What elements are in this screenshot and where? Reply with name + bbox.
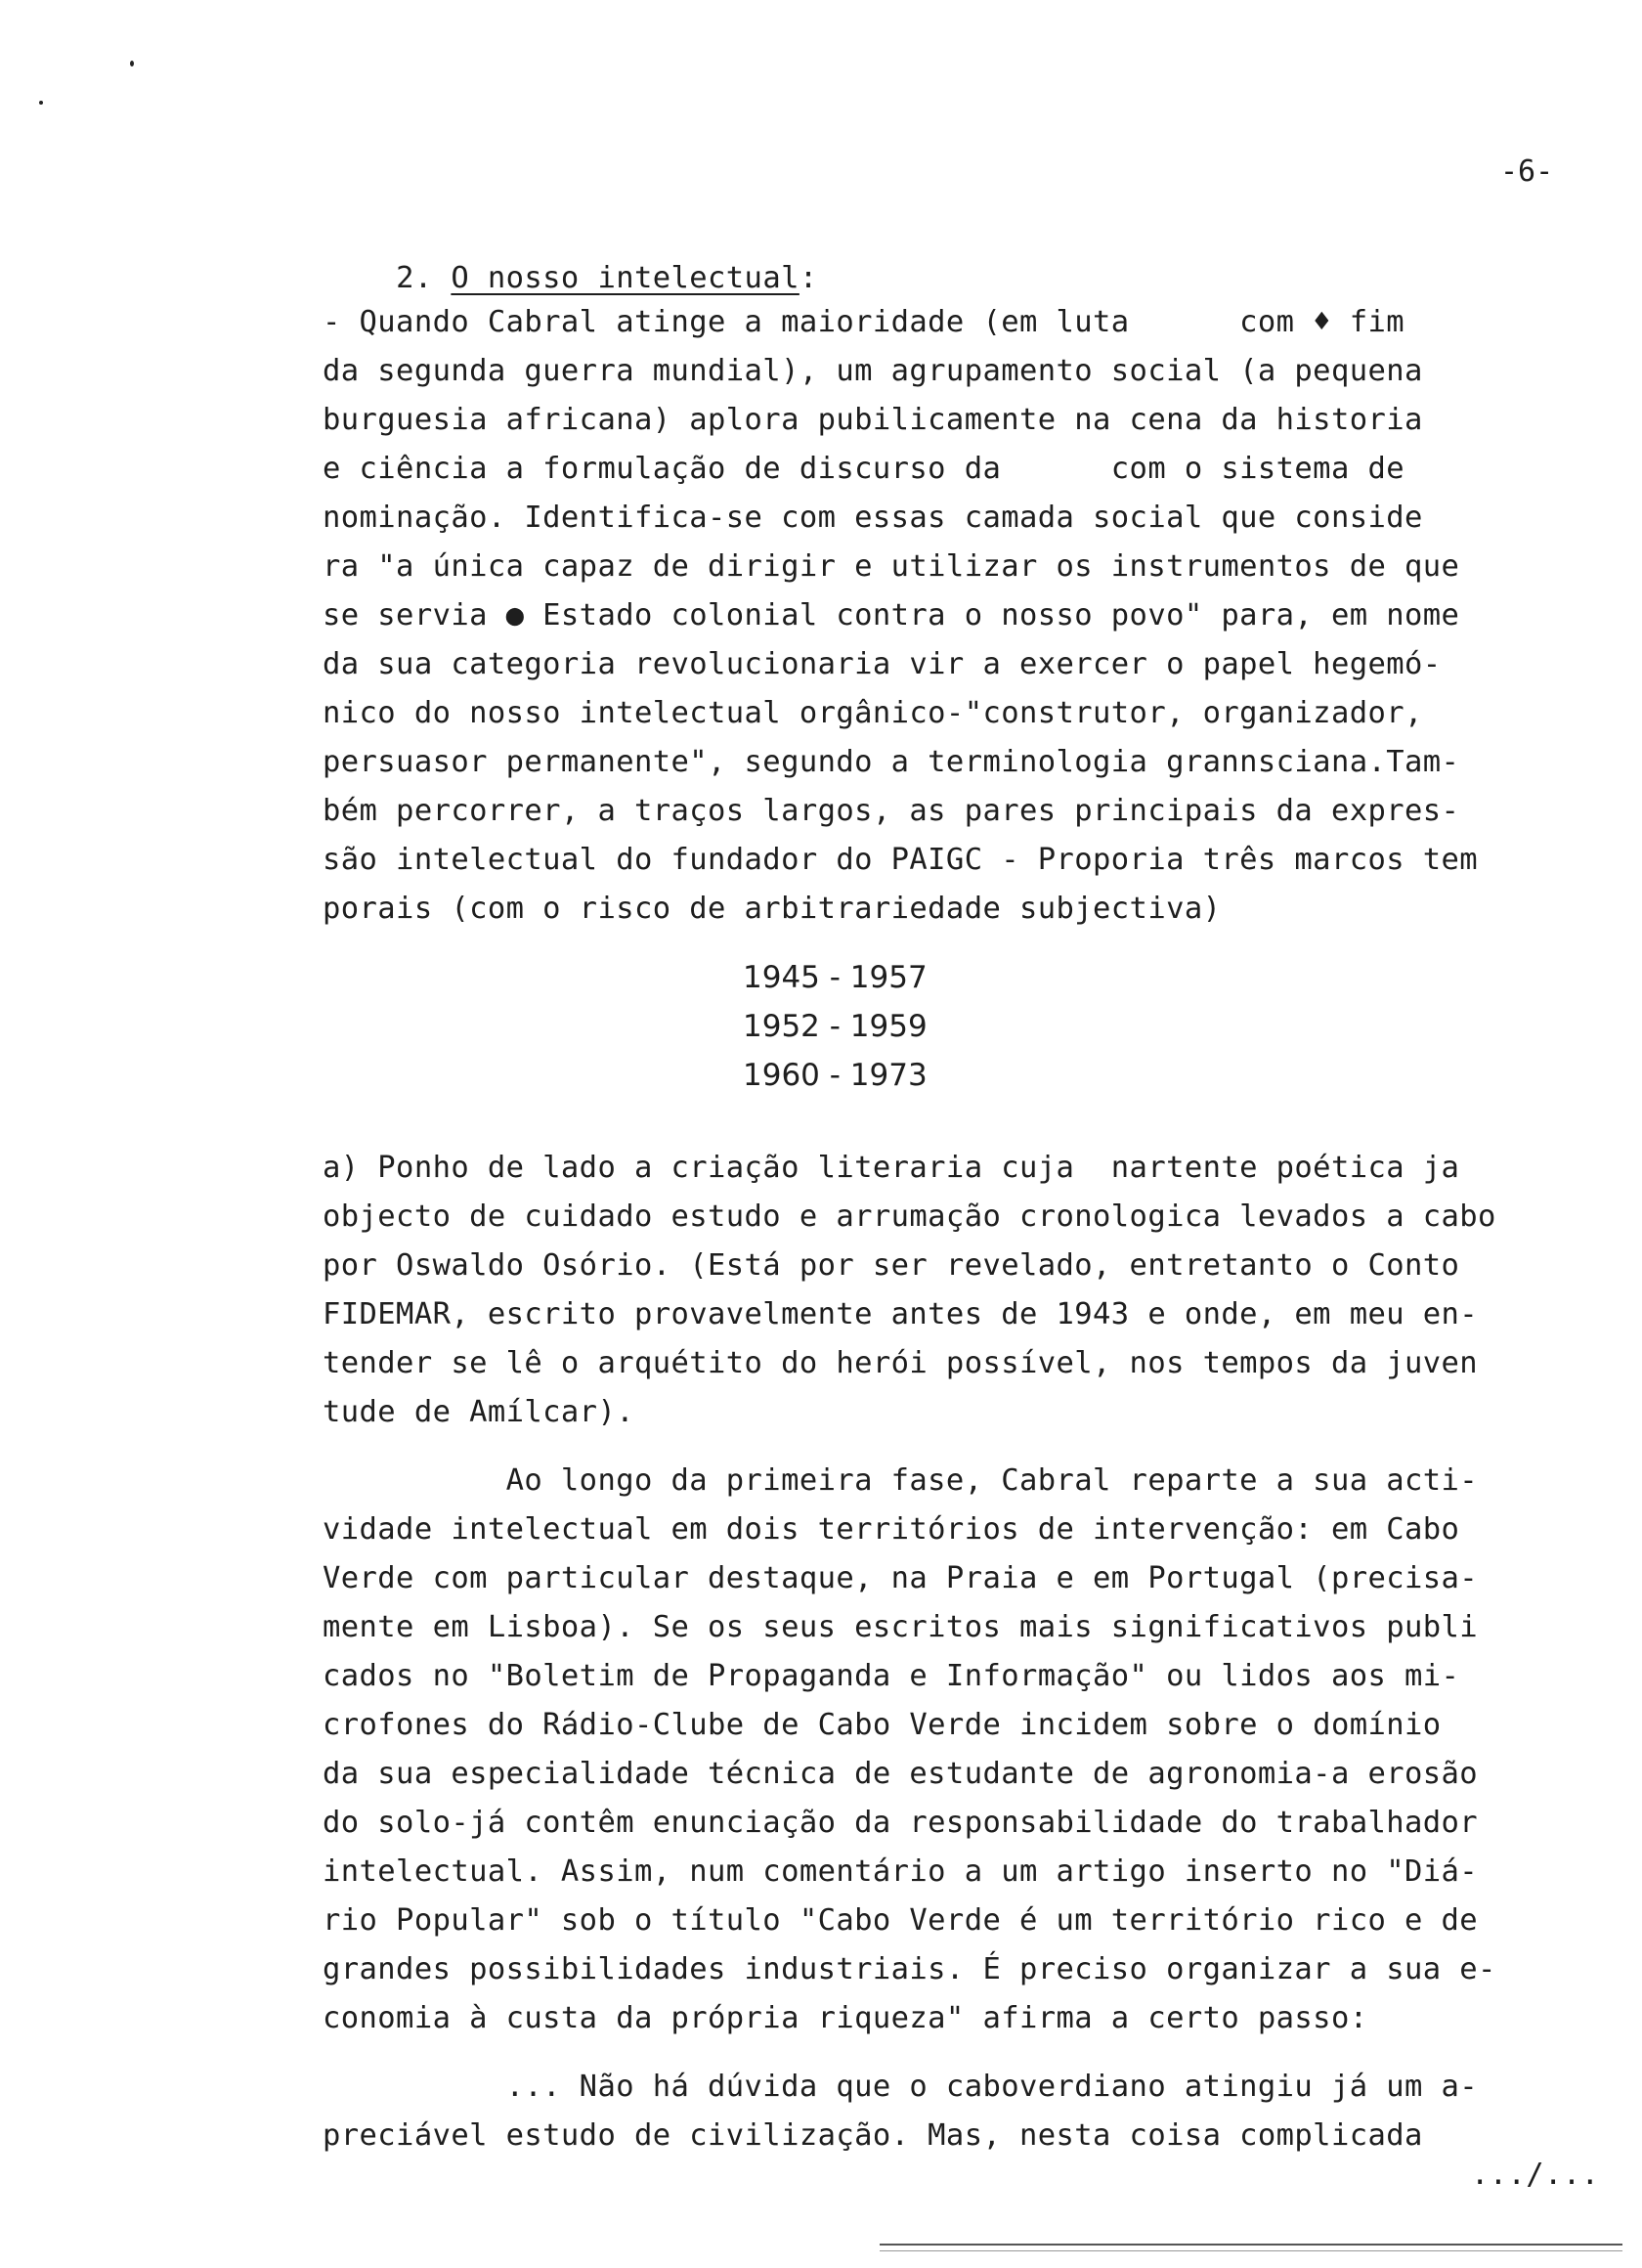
text-line: nominação. Identifica-se com essas camada social que conside	[323, 501, 1423, 535]
year-range: 1952 - 1959	[743, 1009, 928, 1044]
text-line: conomia à custa da própria riqueza" afirma a certo passo:	[323, 2001, 1368, 2035]
scan-speck	[130, 61, 134, 66]
text-line: rio Popular" sob o título "Cabo Verde é um território rico e de	[323, 1903, 1479, 1938]
text-line: e ciência a formulação de discurso da com o sistema de	[323, 452, 1404, 486]
text-line: Ao longo da primeira fase, Cabral reparte a sua acti-	[323, 1463, 1479, 1498]
section-number: 2.	[396, 261, 433, 295]
text-line: são intelectual do fundador do PAIGC - Proporia três marcos tem	[323, 843, 1479, 877]
text-line: a) Ponho de lado a criação literaria cuja nartente poética ja	[323, 1151, 1460, 1185]
bottom-rule	[880, 2244, 1622, 2246]
text-line: da segunda guerra mundial), um agrupamento social (a pequena	[323, 354, 1423, 388]
text-line: grandes possibilidades industriais. É preciso organizar a sua e-	[323, 1952, 1496, 1986]
year-range: 1945 - 1957	[743, 960, 928, 995]
text-line: da sua categoria revolucionaria vir a exercer o papel hegemó-	[323, 647, 1442, 681]
text-line: - Quando Cabral atinge a maioridade (em luta com ♦ fim	[323, 305, 1404, 339]
text-line: preciável estudo de civilização. Mas, nesta coisa complicada	[323, 2118, 1423, 2153]
text-line: tender se lê o arquétito do herói possível, nos tempos da juven	[323, 1346, 1479, 1380]
text-line: nico do nosso intelectual orgânico-"construtor, organizador,	[323, 696, 1423, 730]
text-line: mente em Lisboa). Se os seus escritos mais significativos publi	[323, 1610, 1479, 1644]
page-number: -6-	[1500, 154, 1554, 189]
text-line: intelectual. Assim, num comentário a um artigo inserto no "Diá-	[323, 1854, 1479, 1889]
text-line: FIDEMAR, escrito provavelmente antes de 1943 e onde, em meu en-	[323, 1297, 1479, 1331]
text-line: por Oswaldo Osório. (Está por ser revelado, entretanto o Conto	[323, 1248, 1460, 1283]
year-range: 1960 - 1973	[743, 1058, 928, 1093]
text-line: da sua especialidade técnica de estudante de agronomia-a erosão	[323, 1757, 1479, 1791]
bottom-rule	[880, 2250, 1622, 2251]
text-line: Verde com particular destaque, na Praia e em Portugal (precisa-	[323, 1561, 1479, 1595]
section-heading	[323, 205, 1603, 295]
text-line: do solo-já contêm enunciação da responsabilidade do trabalhador	[323, 1806, 1479, 1840]
text-line: crofones do Rádio-Clube de Cabo Verde incidem sobre o domínio	[323, 1708, 1442, 1742]
scan-speck	[39, 101, 43, 105]
section-colon: :	[799, 261, 818, 295]
continuation-mark: .../...	[1471, 2158, 1600, 2192]
section-title: O nosso intelectual	[451, 261, 799, 295]
text-line: ... Não há dúvida que o caboverdiano atingiu já um a-	[323, 2070, 1479, 2104]
text-line: cados no "Boletim de Propaganda e Informação" ou lidos aos mi-	[323, 1659, 1460, 1693]
text-line: objecto de cuidado estudo e arrumação cronologica levados a cabo	[323, 1199, 1496, 1234]
text-line: vidade intelectual em dois territórios de intervenção: em Cabo	[323, 1512, 1460, 1547]
text-line: persuasor permanente", segundo a terminologia grannsciana.Tam-	[323, 745, 1460, 779]
text-line: ra "a única capaz de dirigir e utilizar os instrumentos de que	[323, 549, 1460, 584]
text-line: bém percorrer, a traços largos, as pares principais da expres-	[323, 794, 1460, 828]
text-line: porais (com o risco de arbitrariedade subjectiva)	[323, 892, 1222, 926]
text-line: se servia ● Estado colonial contra o nosso povo" para, em nome	[323, 598, 1460, 632]
text-line: tude de Amílcar).	[323, 1395, 634, 1429]
text-line: burguesia africana) aplora pubilicamente na cena da historia	[323, 403, 1423, 437]
